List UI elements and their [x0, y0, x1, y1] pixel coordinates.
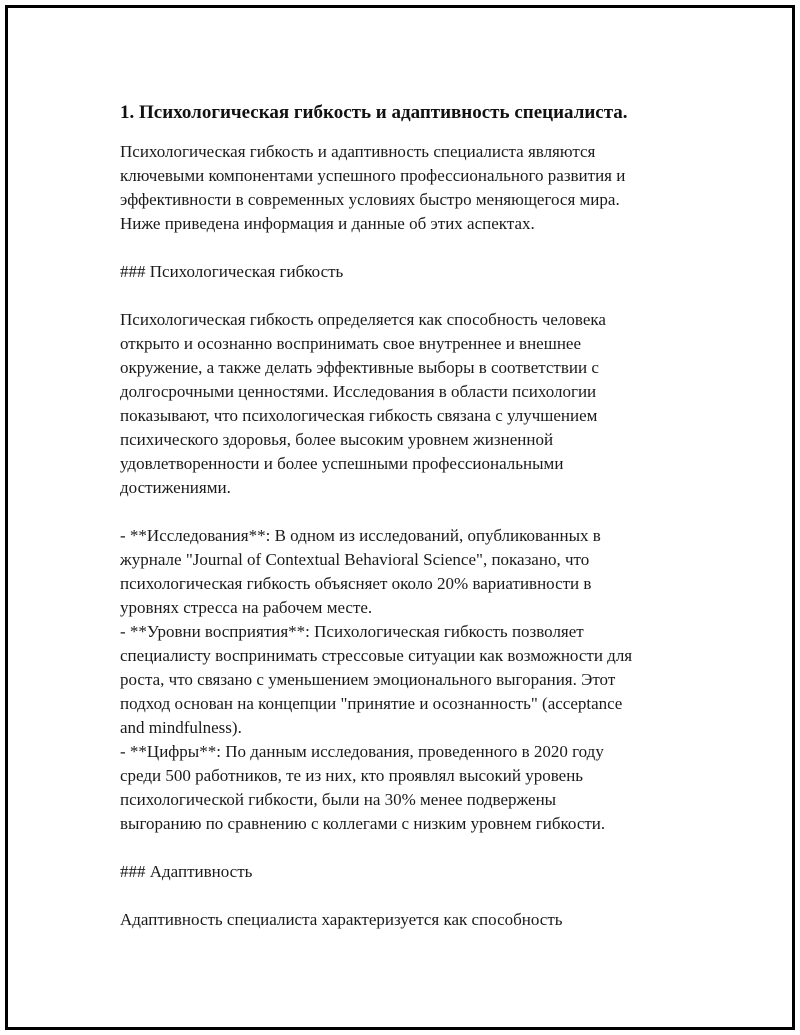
flexibility-paragraph: Психологическая гибкость определяется как способность человека открыто и осознанно воспринимать свое внутреннее и внешнее окружение, а также делать эффективные выборы в соответствии с долгосрочными ценностями. Исследования в области психологии показывают, что психологическая гибкость связана с улучшением психического здоровья, более высоким уровнем жизненной удовлетворенности и более успешными профессиональными достижениями.	[120, 310, 606, 497]
bullet-research: - **Исследования**: В одном из исследований, опубликованных в журнале "Journal of Contextual Behavioral Science", показано, что психологическая гибкость объясняет около 20% вариативности в уровнях стресса на рабочем месте.	[120, 526, 601, 617]
intro-paragraph: Психологическая гибкость и адаптивность специалиста являются ключевыми компонентами успешного профессионального развития и эффективности в современных условиях быстро меняющегося мира. Ниже приведена информация и данные об этих аспектах.	[120, 142, 626, 233]
section-heading-adaptivity: ### Адаптивность	[120, 862, 253, 881]
bullet-figures: - **Цифры**: По данным исследования, проведенного в 2020 году среди 500 работников, те из них, кто проявлял высокий уровень психологической гибкости, были на 30% менее подвержены выгоранию по сравнению с коллегами с низким уровнем гибкости.	[120, 742, 606, 833]
section-heading-flexibility: ### Психологическая гибкость	[120, 262, 344, 281]
spacer	[120, 884, 700, 908]
spacer	[120, 500, 700, 524]
spacer	[120, 836, 700, 860]
spacer	[120, 284, 700, 308]
adaptivity-paragraph: Адаптивность специалиста характеризуется как способность	[120, 910, 563, 929]
document-body	[120, 100, 700, 932]
page-frame	[5, 5, 795, 1030]
document-title: 1. Психологическая гибкость и адаптивность специалиста.	[120, 102, 628, 123]
spacer	[120, 236, 700, 260]
bullet-perception-levels: - **Уровни восприятия**: Психологическая гибкость позволяет специалисту воспринимать стрессовые ситуации как возможности для роста, что связано с уменьшением эмоционального выгорания. Этот подход основан на концепции "принятие и осознанность" (acceptance and mindfulness).	[120, 622, 633, 737]
